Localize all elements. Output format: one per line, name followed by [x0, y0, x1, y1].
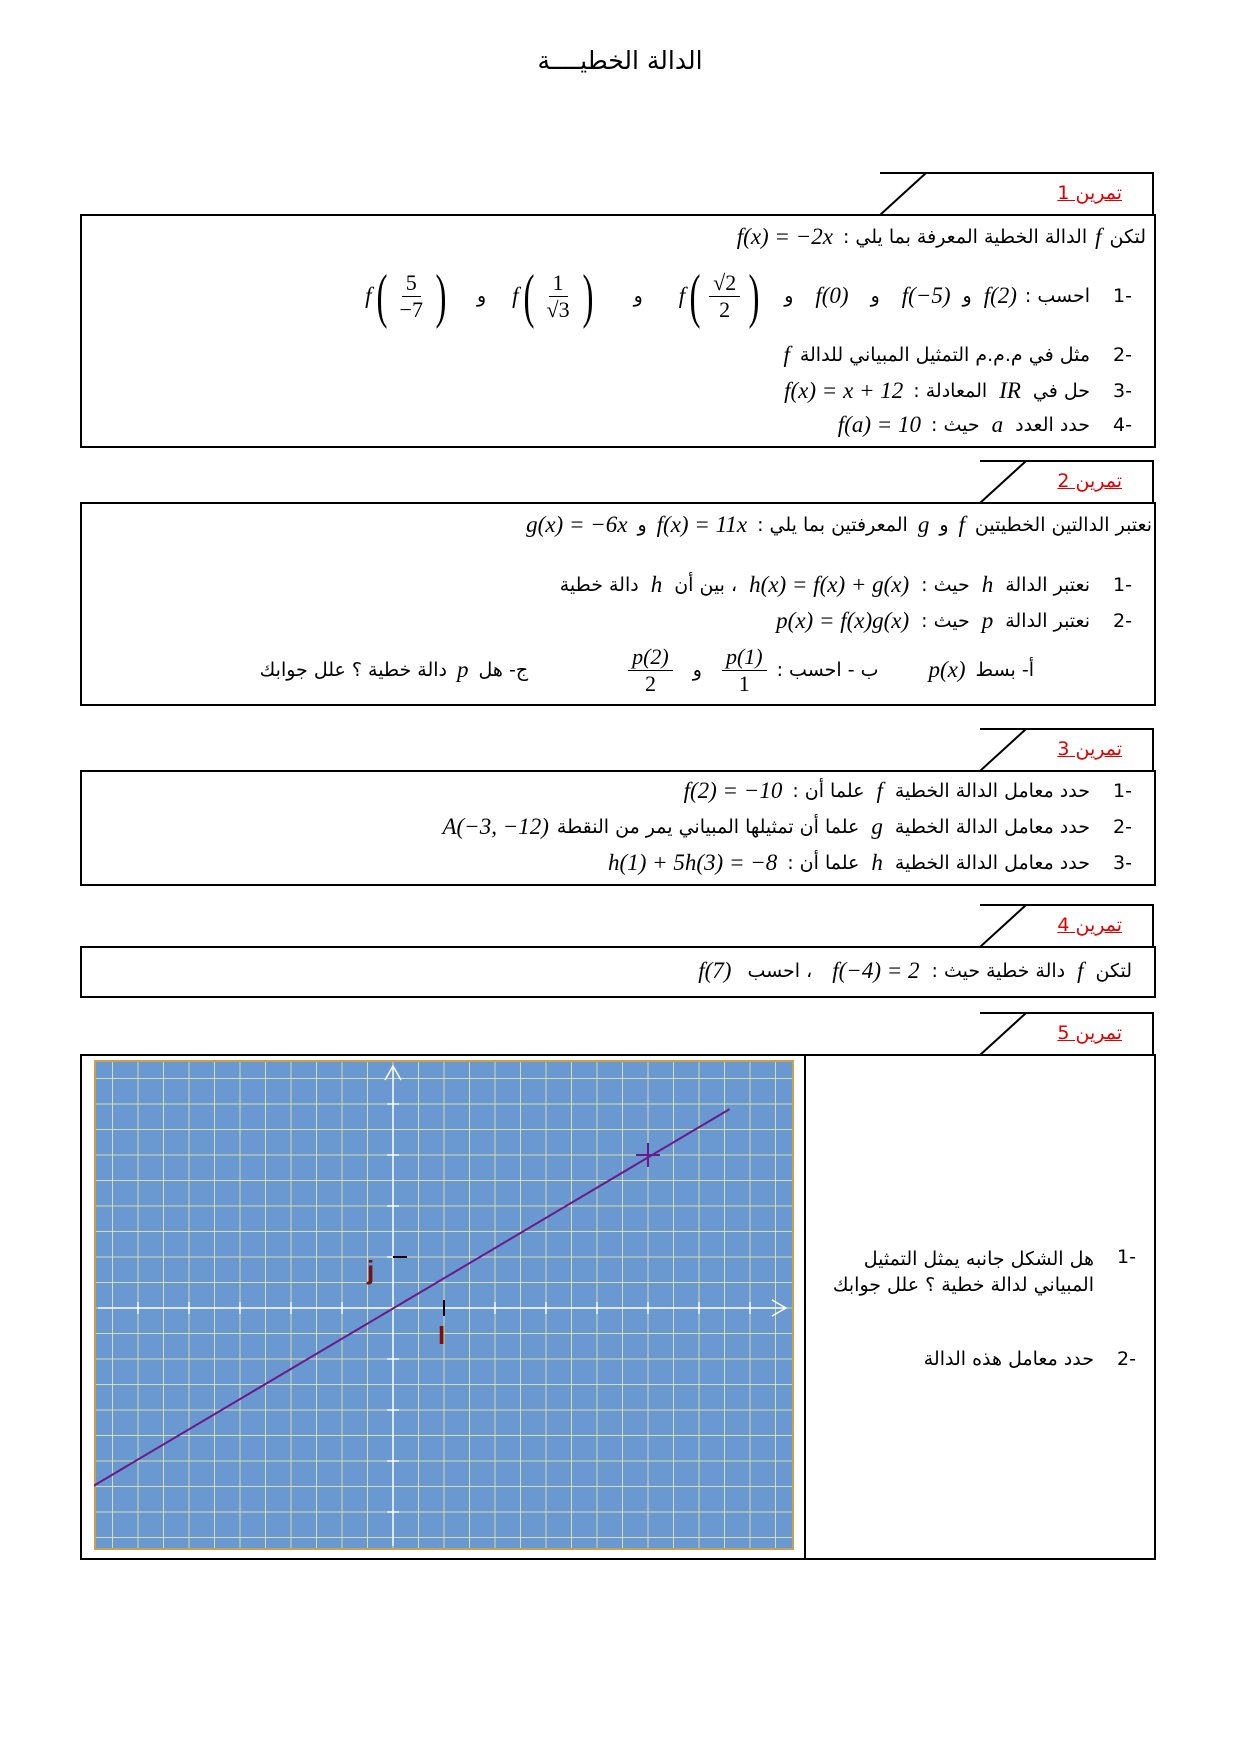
ex3-q2	[442, 814, 1132, 840]
ex1-q1	[359, 258, 1132, 334]
ex1-q3-text: حل في	[1032, 380, 1090, 402]
exercise-2-box	[80, 502, 1156, 706]
ex3-q1-text: حدد معامل الدالة الخطية	[894, 780, 1090, 802]
ex1-q1-val: f(2)	[983, 283, 1017, 308]
frac-numerator: √2	[709, 270, 740, 297]
ex1-q4	[838, 412, 1132, 438]
ex2-intro-f: f	[958, 512, 965, 537]
ex1-q3-ir: IR	[999, 378, 1021, 403]
ex3-q2-text: حدد معامل الدالة الخطية	[894, 816, 1090, 838]
ex2-qa-text: أ- بسط	[975, 659, 1034, 681]
ex1-q1-val: f(−5)	[901, 283, 951, 308]
ex3-q2-g: g	[871, 814, 883, 839]
ex1-q3-text2: المعادلة :	[913, 380, 988, 402]
ex4-expr1: f(−4) = 2	[832, 958, 920, 983]
ex1-q1-and: و	[962, 285, 972, 307]
unit-label-i: I	[438, 1320, 446, 1350]
ex5-q1	[833, 1246, 1136, 1298]
frac-numerator: 5	[402, 270, 421, 297]
page-title: الدالة الخطيــــة	[537, 46, 703, 75]
ex2-intro-expr2: g(x) = −6x	[526, 512, 628, 537]
ex2-intro-mid: المعرفتين بما يلي :	[757, 514, 908, 536]
ex2-qc-text2: دالة خطية ؟ علل جوابك	[259, 659, 448, 681]
frac-denominator: √3	[546, 296, 570, 322]
ex1-q1-and: و	[870, 285, 880, 307]
column-divider	[804, 1056, 806, 1558]
exercise-3-label: تمرين 3	[1057, 738, 1122, 760]
ex3-q2-text2: علما أن تمثيلها المبياني يمر من النقطة	[556, 816, 860, 838]
ex2-q2-text2: حيث :	[921, 610, 970, 632]
exercise-4-tab	[980, 904, 1154, 947]
ex1-intro-text: لتكن	[1109, 226, 1146, 248]
ex4-expr2: f(7)	[698, 958, 732, 983]
ex1-q4-expr: f(a) = 10	[837, 412, 922, 437]
ex3-q3-expr: h(1) + 5h(3) = −8	[608, 850, 778, 875]
ex5-q2-num: -2	[1117, 1348, 1136, 1370]
ex3-q3	[608, 850, 1132, 876]
exercise-1-tab	[880, 172, 1154, 215]
linear-function-graph	[94, 1060, 794, 1550]
ex3-q2-expr: A(−3, −12)	[442, 814, 549, 839]
ex3-q3-text2: علما أن :	[787, 852, 860, 874]
exercise-5-label: تمرين 5	[1057, 1022, 1122, 1044]
ex4-f: f	[1077, 958, 1084, 983]
ex3-q3-num: -3	[1113, 852, 1132, 874]
ex3-q1-num: -1	[1113, 780, 1132, 802]
ex2-intro-and2: و	[637, 514, 647, 536]
ex2-q1-num: -1	[1113, 574, 1132, 596]
tab-slant	[879, 172, 927, 215]
ex5-q2	[924, 1348, 1136, 1370]
tab-slant	[979, 728, 1027, 771]
frac-numerator: 1	[549, 270, 568, 297]
ex1-q1-val: f(0)	[815, 283, 849, 308]
ex1-q4-num: -4	[1113, 414, 1132, 436]
ex3-q3-text: حدد معامل الدالة الخطية	[894, 852, 1090, 874]
ex1-q1-frac-expr-3: f ( $\frac{5}{-7}$ )	[365, 263, 447, 329]
ex1-intro-expr: f(x) = −2x	[736, 224, 833, 249]
exercise-5-box	[80, 1054, 1156, 1560]
ex5-q2-text: حدد معامل هذه الدالة	[923, 1348, 1094, 1370]
ex2-qb-text: ب - احسب :	[776, 659, 879, 681]
ex2-q1	[560, 572, 1132, 598]
ex1-q3-expr: f(x) = x + 12	[784, 378, 904, 403]
frac-denominator: 2	[719, 296, 731, 322]
exercise-3-tab	[980, 728, 1154, 771]
ex3-q1-text2: علما أن :	[792, 780, 865, 802]
ex1-intro	[737, 224, 1146, 250]
exercise-1-label: تمرين 1	[1057, 182, 1122, 204]
ex3-q2-num: -2	[1113, 816, 1132, 838]
ex1-q1-frac-expr-2: f ( $\frac{1}{√3}$ )	[512, 263, 594, 329]
ex1-q4-a: a	[991, 412, 1004, 437]
ex3-q1-f: f	[876, 778, 883, 803]
ex2-qb-and: و	[692, 659, 702, 681]
ex2-q1-h: h	[981, 572, 994, 597]
frac-denominator: 1	[738, 670, 750, 696]
ex4-text3: ، احسب	[747, 960, 813, 982]
ex3-q1	[684, 778, 1132, 804]
ex2-qb-frac-2	[628, 644, 673, 697]
ex5-q1-num: -1	[1117, 1246, 1136, 1268]
exercise-5-tab	[980, 1012, 1154, 1055]
ex1-q2-f: f	[783, 342, 790, 367]
ex4-text: لتكن	[1095, 960, 1132, 982]
ex5-q1-text-b: المبياني لدالة خطية ؟ علل جوابك	[832, 1274, 1094, 1296]
ex2-qc-p: p	[457, 657, 469, 682]
exercise-3-box	[80, 770, 1156, 886]
ex2-intro	[526, 512, 1152, 538]
ex1-q1-and: و	[784, 285, 794, 307]
ex1-q1-num: -1	[1113, 285, 1132, 307]
tab-slant	[979, 904, 1027, 947]
ex1-q2	[783, 342, 1132, 368]
ex2-q2-num: -2	[1113, 610, 1132, 632]
ex2-q2-sub	[260, 640, 1034, 700]
ex2-q2-expr: p(x) = f(x)g(x)	[776, 608, 910, 633]
ex2-intro-expr1: f(x) = 11x	[656, 512, 748, 537]
ex2-q2-text: نعتبر الدالة	[1005, 610, 1090, 632]
ex1-q1-and: و	[633, 285, 643, 307]
ex2-qa-expr: p(x)	[928, 657, 966, 682]
tab-slant	[979, 460, 1027, 503]
ex1-q1-and: و	[476, 285, 487, 307]
frac-denominator: 2	[644, 670, 656, 696]
exercise-1-box	[80, 214, 1156, 448]
ex2-intro-and: و	[939, 514, 949, 536]
ex1-q1-text: احسب :	[1024, 285, 1090, 307]
exercise-2-label: تمرين 2	[1057, 470, 1122, 492]
ex2-q1-text3: ، بين أن	[674, 574, 738, 596]
frac-numerator: p(2)	[628, 644, 673, 671]
unit-label-j: j	[367, 1255, 375, 1285]
ex2-q1-text4: دالة خطية	[559, 574, 639, 596]
ex4-statement	[698, 958, 1132, 984]
ex1-q2-text: مثل في م.م.م التمثيل المبياني للدالة	[799, 344, 1090, 366]
ex1-q3	[784, 378, 1132, 404]
frac-numerator: p(1)	[722, 644, 767, 671]
ex1-q4-text2: حيث :	[931, 414, 980, 436]
ex1-q4-text: حدد العدد	[1015, 414, 1090, 436]
ex2-q2-p: p	[981, 608, 994, 633]
ex4-text2: دالة خطية حيث :	[931, 960, 1066, 982]
ex2-qc-text: ج- هل	[478, 659, 529, 681]
ex2-q1-h2: h	[650, 572, 663, 597]
ex1-intro-mid: الدالة الخطية المعرفة بما يلي :	[842, 226, 1088, 248]
exercise-2-tab	[980, 460, 1154, 503]
ex2-qb-frac-1	[722, 644, 767, 697]
ex2-intro-text: نعتبر الدالتين الخطيتين	[974, 514, 1152, 536]
ex2-q1-text: نعتبر الدالة	[1005, 574, 1090, 596]
ex5-q1-text-a: هل الشكل جانبه يمثل التمثيل	[863, 1248, 1094, 1270]
ex1-q3-num: -3	[1113, 380, 1132, 402]
tab-slant	[979, 1012, 1027, 1055]
exercise-4-box	[80, 946, 1156, 998]
ex2-intro-g: g	[917, 512, 930, 537]
ex1-intro-f: f	[1095, 224, 1102, 249]
ex2-q2	[776, 608, 1132, 634]
ex3-q1-expr: f(2) = −10	[683, 778, 783, 803]
ex3-q3-h: h	[871, 850, 883, 875]
exercise-4-label: تمرين 4	[1057, 914, 1122, 936]
ex2-q1-expr: h(x) = f(x) + g(x)	[749, 572, 910, 597]
frac-denominator: −7	[399, 296, 423, 322]
ex1-q1-frac-expr-1: f ( $\frac{√2}{2}$ )	[678, 263, 760, 329]
ex1-q2-num: -2	[1113, 344, 1132, 366]
ex5-q1-text	[833, 1246, 1094, 1298]
ex2-q1-text2: حيث :	[921, 574, 970, 596]
